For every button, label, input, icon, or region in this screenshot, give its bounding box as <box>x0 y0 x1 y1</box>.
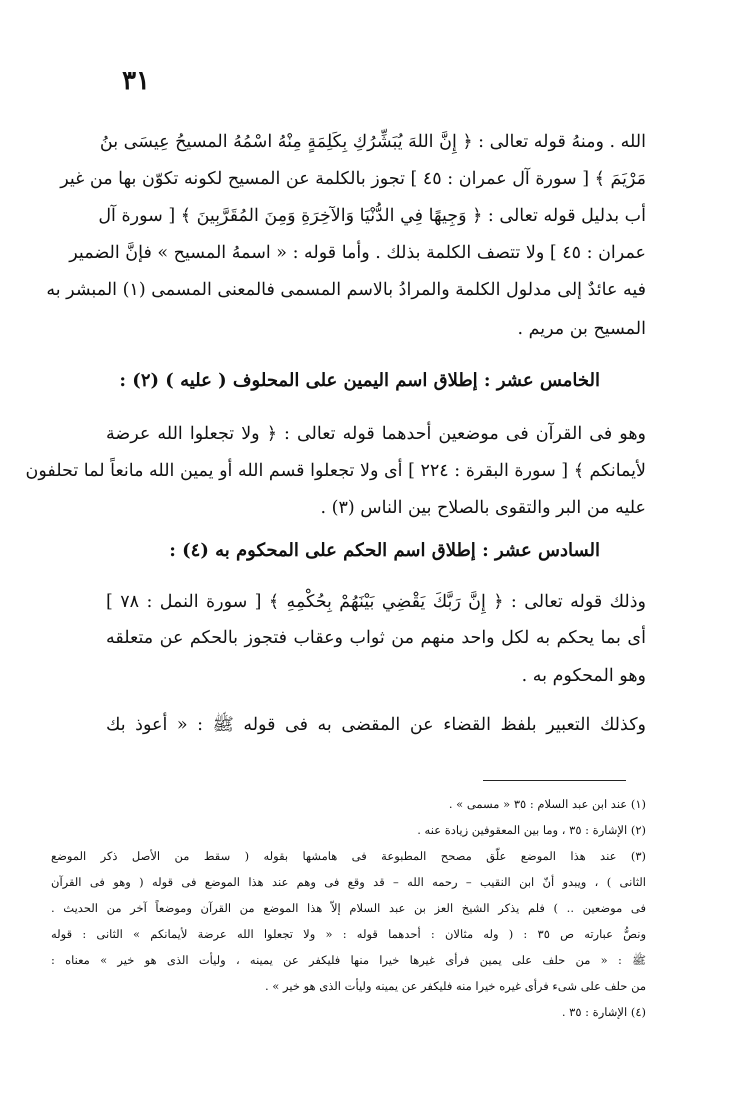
body-line: المسيح بن مريم . <box>517 319 646 339</box>
footnote: من حلف على شىء فرأى غيره خيرا منه فليكفر عن يمينه وليأت الذى هو خير » . <box>265 979 646 993</box>
footnote: (٤) الإشارة : ٣٥ . <box>561 1005 646 1019</box>
footnote: (٣) عند هذا الموضع علّق مصحح المطبوعة فى هامشها بقوله ( سقط من الأصل ذكر الموضع <box>51 849 646 863</box>
body-line: أى بما يحكم به لكل واحد منهم من ثواب وعقاب فتجوز بالحكم عن متعلقه <box>106 628 646 648</box>
body-line: عمران : ٤٥ ] ولا تتصف الكلمة بذلك . وأما قوله : « اسمهُ المسيح » فإنَّ الضمير <box>69 243 646 263</box>
body-line: فيه عائدٌ إلى مدلول الكلمة والمرادُ بالاسم المسمى فالمعنى المسمى (١) المبشر به <box>46 280 646 300</box>
footnote: فى موضعين .. ) فلم يذكر الشيخ العز بن عبد السلام إلاّ هذا الموضع من القرآن وموضعاً آخر من الحديث . <box>51 901 646 915</box>
body-line: وهو المحكوم به . <box>521 666 646 686</box>
body-line: أب بدليل قوله تعالى : ﴿ وَجِيهًا فِي الدُّنْيَا وَالآخِرَةِ وَمِنَ المُقَرَّبِينَ ﴾ [ سورة آل <box>98 206 646 226</box>
body-line: وكذلك التعبير بلفظ القضاء عن المقضى به فى قوله ﷺ : « أعوذ بك <box>106 715 646 735</box>
footnote: ونصُّ عبارته ص ٣٥ : ( وله مثالان : أحدهما قوله : « ولا تجعلوا الله عرضة لأيمانكم » الثانى : قوله <box>51 927 646 941</box>
body-line: وهو فى القرآن فى موضعين أحدهما قوله تعالى : ﴿ ولا تجعلوا الله عرضة <box>106 424 646 444</box>
body-line: لأيمانكم ﴾ [ سورة البقرة : ٢٢٤ ] أى ولا تجعلوا قسم الله أو يمين الله مانعاً لما تحلفون <box>25 461 646 481</box>
body-line: الله . ومنهُ قوله تعالى : ﴿ إِنَّ اللهَ يُبَشِّرُكِ بِكَلِمَةٍ مِنْهُ اسْمُهُ المسيحُ عِيسَى بنُ <box>99 132 646 152</box>
footnote: ﷺ : « من حلف على يمين فرأى غيرها خيرا منها فليكفر عن يمينه ، وليأت الذى هو خير » معناه : <box>51 953 646 967</box>
body-line: وذلك قوله تعالى : ﴿ إِنَّ رَبَّكَ يَقْضِي بَيْنَهُمْ بِحُكْمِهِ ﴾ [ سورة النمل : ٧٨ ] <box>106 592 647 612</box>
section-heading: الخامس عشر : إطلاق اسم اليمين على المحلوف ( عليه ) (٢) : <box>119 370 600 391</box>
footnote: (١) عند ابن عبد السلام : ٣٥ « مسمى » . <box>448 797 646 811</box>
footnote: الثانى ) ، ويبدو أنّ ابن النقيب – رحمه الله – قد وقع فى وهم عند هذا الموضع فى قوله ( وهو فى القرآن <box>51 875 646 889</box>
body-line: مَرْيَمَ ﴾ [ سورة آل عمران : ٤٥ ] تجوز بالكلمة عن المسيح لكونه تكوّن بها من غير <box>60 169 646 189</box>
section-heading: السادس عشر : إطلاق اسم الحكم على المحكوم به (٤) : <box>169 540 600 561</box>
footnote-separator <box>483 780 626 781</box>
page-number: ٣١ <box>122 66 150 96</box>
body-line: عليه من البر والتقوى بالصلاح بين الناس (٣) . <box>320 498 646 518</box>
footnote: (٢) الإشارة : ٣٥ ، وما بين المعقوفين زيادة عنه . <box>417 823 646 837</box>
